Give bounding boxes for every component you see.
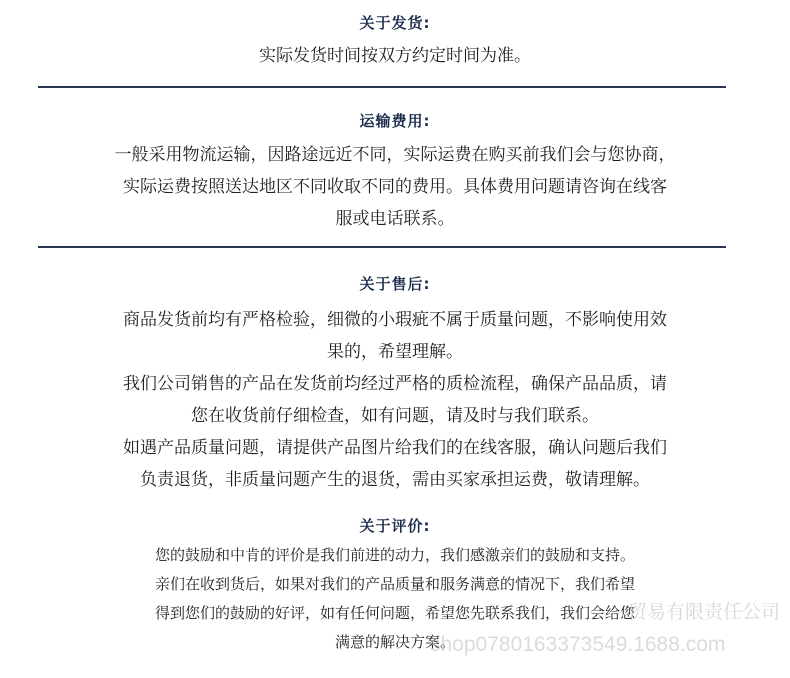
after-sales-heading: 关于售后:: [359, 275, 431, 293]
review-line: 您的鼓励和中肯的评价是我们前进的动力，我们感激亲们的鼓励和支持。: [154, 546, 635, 564]
review-line: 满意的解决方案。: [334, 633, 455, 651]
freight-line: 服或电话联系。: [335, 209, 455, 229]
after-sales-line: 如遇产品质量问题，请提供产品图片给我们的在线客服，确认问题后我们: [123, 438, 667, 458]
section-divider: [38, 86, 726, 88]
company-watermark: 贸易有限责任公司: [627, 602, 780, 623]
freight-heading: 运输费用:: [359, 112, 431, 130]
shop-url-watermark: shop0780163373549.1688.com: [430, 633, 726, 656]
after-sales-line: 我们公司销售的产品在发货前均经过严格的质检流程，确保产品品质，请: [123, 374, 667, 394]
freight-line: 一般采用物流运输，因路途远近不同，实际运费在购买前我们会与您协商，: [114, 145, 676, 165]
review-line: 亲们在收到货后，如果对我们的产品质量和服务满意的情况下，我们希望: [154, 575, 635, 593]
review-line: 得到您们的鼓励的好评，如有任何问题，希望您先联系我们，我们会给您: [154, 604, 635, 622]
after-sales-line: 负责退货，非质量问题产生的退货，需由买家承担运费，敬请理解。: [140, 470, 650, 490]
after-sales-line: 您在收货前仔细检查，如有问题，请及时与我们联系。: [191, 406, 599, 426]
shipping-line: 实际发货时间按双方约定时间为准。: [259, 46, 531, 66]
after-sales-line: 商品发货前均有严格检验，细微的小瑕疵不属于质量问题，不影响使用效: [123, 310, 667, 330]
section-divider: [38, 246, 726, 248]
after-sales-line: 果的，希望理解。: [327, 342, 463, 362]
shipping-heading: 关于发货:: [359, 14, 431, 32]
freight-line: 实际运费按照送达地区不同收取不同的费用。具体费用问题请咨询在线客: [123, 177, 667, 197]
review-heading: 关于评价:: [359, 517, 431, 535]
